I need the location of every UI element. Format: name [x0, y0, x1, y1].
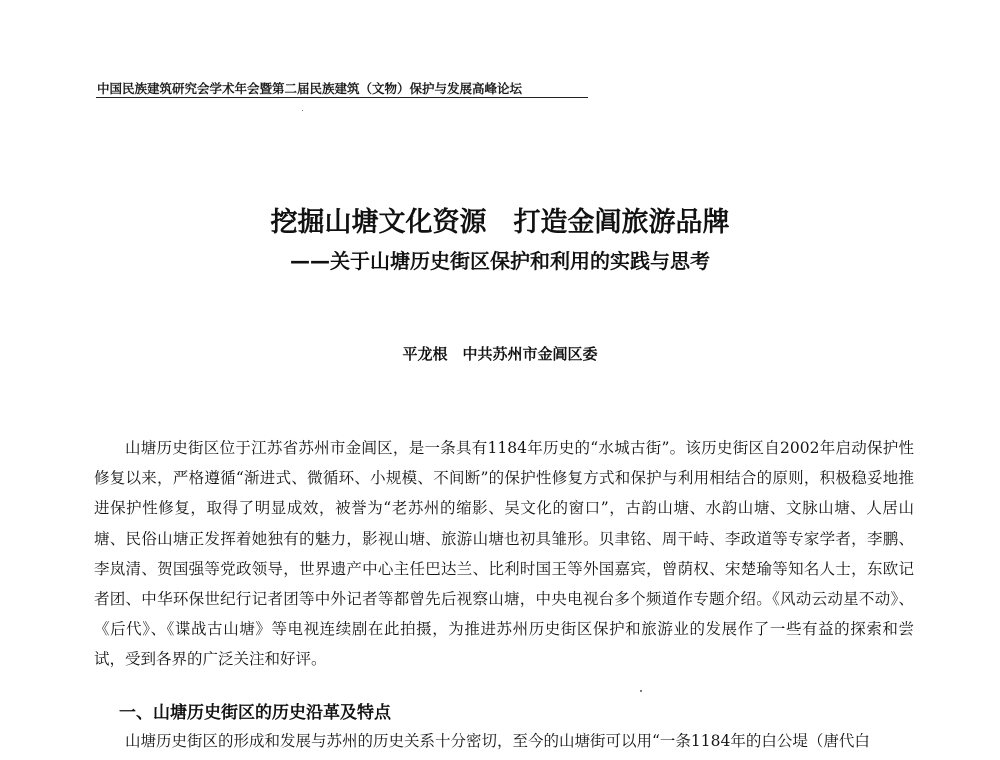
article-title: 挖掘山塘文化资源 打造金阊旅游品牌: [270, 207, 730, 238]
section-body: [94, 726, 914, 756]
article-subtitle: ——关于山塘历史街区保护和利用的实践与思考: [290, 249, 710, 273]
section-heading: 一、山塘历史街区的历史沿革及特点: [119, 703, 391, 723]
author-byline: 平龙根 中共苏州市金阊区委: [402, 345, 598, 363]
article-body: [94, 433, 914, 675]
paragraph: 山塘历史街区的形成和发展与苏州的历史关系十分密切，至今的山塘街可以用“一条1184年的白公堤（唐代白: [125, 732, 870, 750]
scan-speck: [302, 110, 303, 111]
paragraph: 山塘历史街区位于江苏省苏州市金阊区，是一条具有1184年历史的“水城古街”。该历史街区自2002年启动保护性修复以来，严格遵循“渐进式、微循环、小规模、不间断”的保护性修复方式和保护与利用相结合的原则，积极稳妥地推进保护性修复，取得了明显成效，被誉为“老苏州的缩影、吴文化的窗口”，古韵山塘、水韵山塘、文脉山塘、人居山塘、民俗山塘正发挥着她独有的魅力，影视山塘、旅游山塘也初具雏形。贝聿铭、周干峙、李政道等专家学者，李鹏、李岚清、贺国强等党政领导，世界遗产中心主任巴达兰、比利时国王等外国嘉宾，曾荫权、宋楚瑜等知名人士，东欧记者团、中华环保世纪行记者团等中外记者等都曾先后视察山塘，中央电视台多个频道作专题介绍。《风动云动星不动》、《后代》、《谍战古山塘》等电视连续剧在此拍摄，为推进苏州历史街区保护和旅游业的发展作了一些有益的探索和尝试，受到各界的广泛关注和好评。: [94, 439, 914, 669]
running-header: 中国民族建筑研究会学术年会暨第二届民族建筑（文物）保护与发展高峰论坛: [97, 81, 523, 96]
header-rule: [96, 97, 588, 98]
scan-speck: [640, 690, 642, 692]
